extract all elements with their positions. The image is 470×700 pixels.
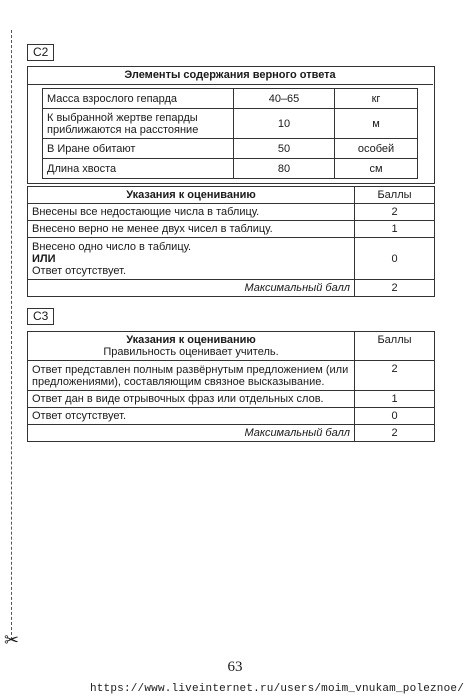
answer-unit: особей	[335, 139, 418, 159]
cut-line	[11, 30, 12, 640]
criteria-points: 1	[355, 221, 435, 238]
table-row	[28, 332, 435, 361]
criteria-header: Указания к оцениванию	[126, 334, 256, 346]
answer-value: 80	[234, 159, 335, 179]
criteria-text	[28, 238, 355, 280]
task-label-c2: С2	[27, 44, 54, 61]
table-row	[43, 89, 418, 109]
points-header: Баллы	[355, 187, 435, 204]
answer-value: 10	[234, 109, 335, 139]
criteria-text: Ответ представлен полным развёрнутым предложением (или предложениями), составляющим связное высказывание.	[28, 361, 355, 391]
criteria-points: 2	[355, 204, 435, 221]
task-label-c3: С3	[27, 308, 54, 325]
criteria-text: Внесены все недостающие числа в таблицу.	[28, 204, 355, 221]
answer-desc: К выбранной жертве гепарды приближаются на расстояние	[43, 109, 234, 139]
criteria-points: 0	[355, 238, 435, 280]
criteria-or: ИЛИ	[32, 252, 56, 265]
answer-value: 40–65	[234, 89, 335, 109]
answer-value: 50	[234, 139, 335, 159]
answer-desc: В Иране обитают	[43, 139, 234, 159]
points-header: Баллы	[355, 332, 435, 361]
answer-unit: м	[335, 109, 418, 139]
criteria-header-cell	[28, 332, 355, 361]
answer-desc: Масса взрослого гепарда	[43, 89, 234, 109]
answer-unit: кг	[335, 89, 418, 109]
divider	[27, 84, 433, 85]
max-score-value: 2	[355, 425, 435, 442]
criteria-subheader: Правильность оценивает учитель.	[103, 346, 279, 358]
c2-answer-title: Элементы содержания верного ответа	[124, 69, 336, 81]
table-row	[28, 204, 435, 221]
answer-desc: Длина хвоста	[43, 159, 234, 179]
table-row	[28, 425, 435, 442]
criteria-points: 0	[355, 408, 435, 425]
table-row	[28, 391, 435, 408]
c2-criteria-table	[27, 186, 435, 297]
criteria-line: Ответ отсутствует.	[32, 264, 127, 277]
c3-criteria-table	[27, 331, 435, 442]
criteria-text: Внесено верно не менее двух чисел в таблицу.	[28, 221, 355, 238]
scissors-icon: ✂	[4, 630, 20, 651]
criteria-header: Указания к оцениванию	[28, 187, 355, 204]
max-score-label: Максимальный балл	[28, 425, 355, 442]
page-number: 63	[227, 659, 243, 675]
table-row	[28, 221, 435, 238]
table-row	[28, 361, 435, 391]
criteria-line: Внесено одно число в таблицу.	[32, 240, 192, 253]
max-score-value: 2	[355, 280, 435, 297]
c2-answer-table	[42, 88, 418, 179]
answer-unit: см	[335, 159, 418, 179]
criteria-points: 2	[355, 361, 435, 391]
criteria-text: Ответ отсутствует.	[28, 408, 355, 425]
table-row	[43, 139, 418, 159]
criteria-text: Ответ дан в виде отрывочных фраз или отдельных слов.	[28, 391, 355, 408]
max-score-label: Максимальный балл	[28, 280, 355, 297]
table-row	[28, 280, 435, 297]
watermark-url: https://www.liveinternet.ru/users/moim_vnukam_poleznoe/	[89, 683, 464, 695]
table-row	[28, 408, 435, 425]
table-row	[43, 109, 418, 139]
table-row	[28, 238, 435, 280]
criteria-points: 1	[355, 391, 435, 408]
table-row	[28, 187, 435, 204]
table-row	[43, 159, 418, 179]
